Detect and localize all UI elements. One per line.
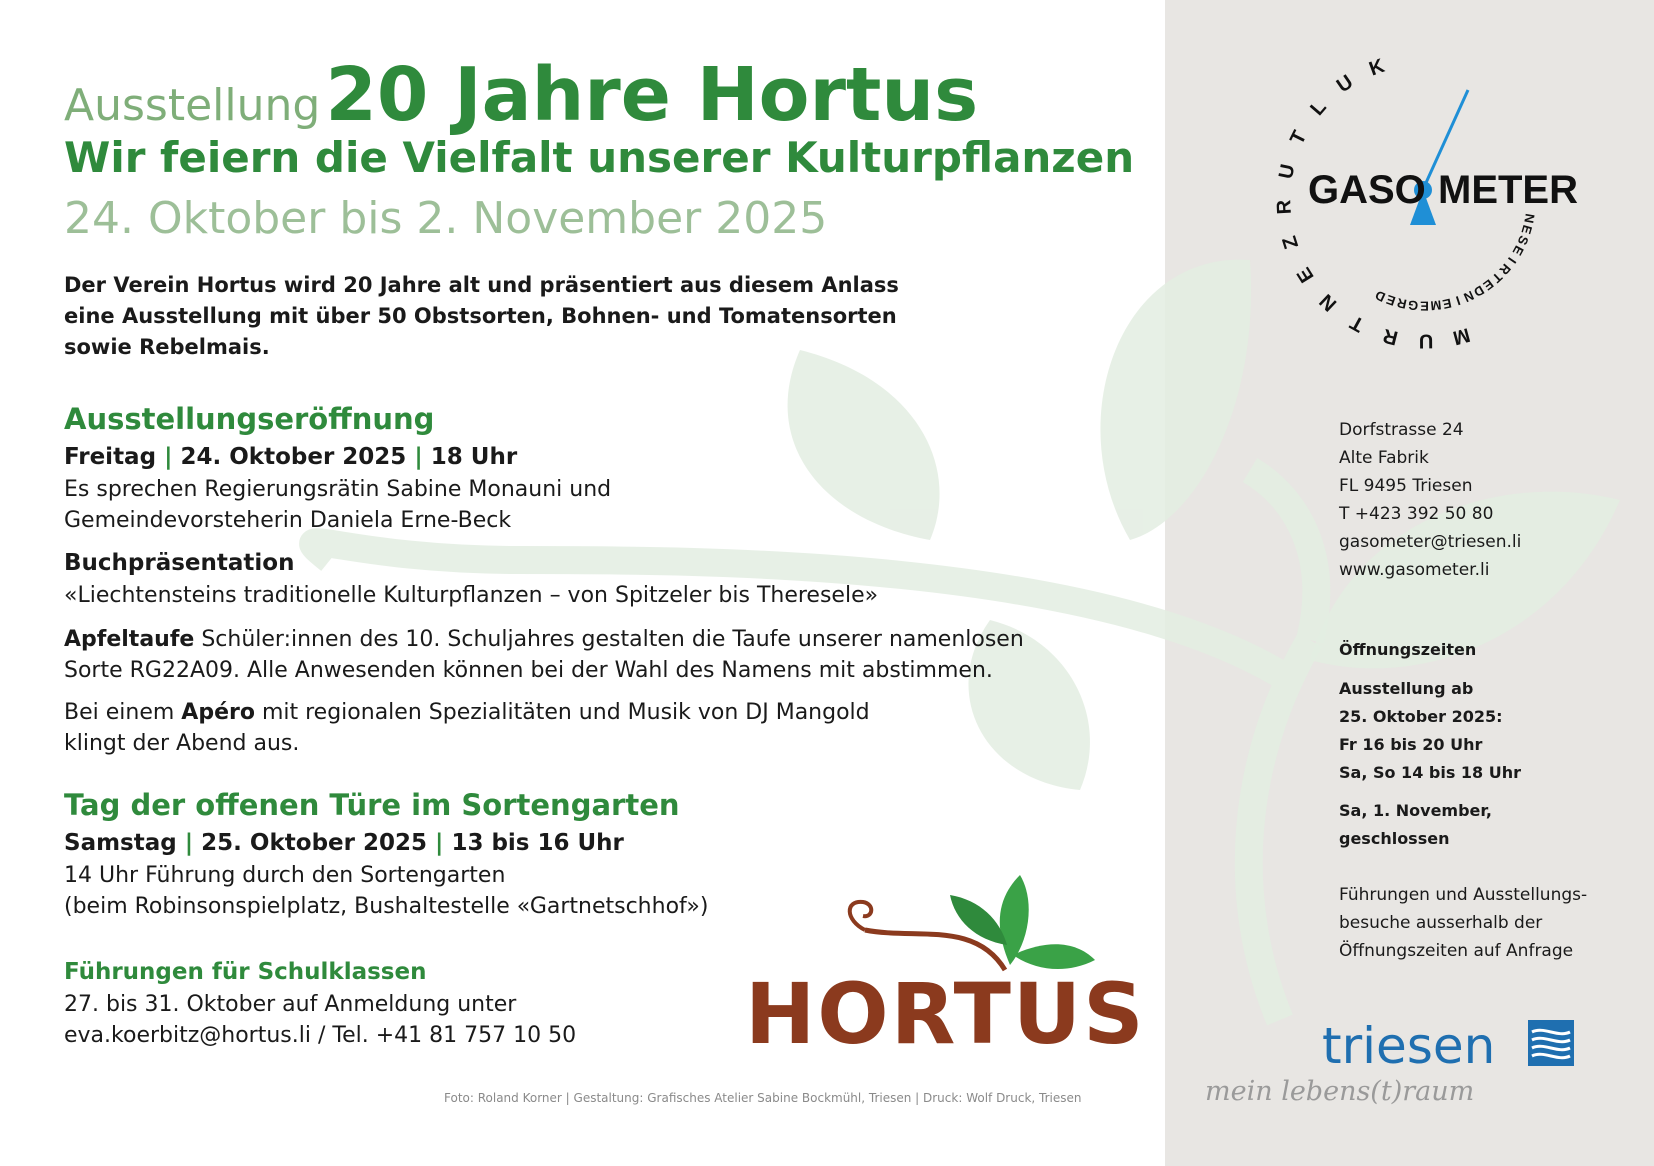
note-line: besuche ausserhalb der <box>1339 913 1543 933</box>
hours-heading: Öffnungszeiten <box>1339 640 1477 659</box>
intro-line: sowie Rebelmais. <box>64 335 270 359</box>
ring-outer-letter: N <box>1315 289 1342 316</box>
triesen-slogan: mein lebens(t)raum <box>1205 1076 1475 1107</box>
ring-inner-letter: E <box>1480 276 1497 294</box>
ring-inner-letter: E <box>1384 291 1398 309</box>
ring-inner-letter: D <box>1372 287 1388 305</box>
open-day-date: 25. Oktober 2025 <box>201 830 427 856</box>
apero-line: klingt der Abend aus. <box>64 731 300 756</box>
open-day-line: (beim Robinsonspielplatz, Bushaltestelle «Gartnetschhof») <box>64 894 709 919</box>
ring-outer-letter: E <box>1292 263 1319 287</box>
ring-inner-letter: E <box>1441 295 1453 312</box>
ring-outer-letter: U <box>1332 70 1358 98</box>
ring-inner-letter: S <box>1514 233 1532 248</box>
ring-outer-letter: L <box>1306 96 1331 120</box>
ring-outer-letter: R <box>1273 199 1296 215</box>
ring-outer-letter: K <box>1366 54 1388 81</box>
open-day-day: Samstag <box>64 830 177 856</box>
closed-line: geschlossen <box>1339 829 1450 848</box>
apple-line: Sorte RG22A09. Alle Anwesenden können bei der Wahl des Namens mit abstimmen. <box>64 658 993 683</box>
opening-datetime: Freitag | 24. Oktober 2025 | 18 Uhr <box>64 444 518 470</box>
school-heading: Führungen für Schulklassen <box>64 959 427 985</box>
address-line: Dorfstrasse 24 <box>1339 420 1464 440</box>
website-link[interactable]: www.gasometer.li <box>1339 560 1490 580</box>
ring-inner-letter: I <box>1454 293 1463 309</box>
open-day-line: 14 Uhr Führung durch den Sortengarten <box>64 863 506 888</box>
intro-line: eine Ausstellung mit über 50 Obstsorten, Bohnen- und Tomatensorten <box>64 304 897 328</box>
note-line: Öffnungszeiten auf Anfrage <box>1339 941 1574 961</box>
school-details <box>64 989 576 1051</box>
hours-line: Sa, So 14 bis 18 Uhr <box>1339 763 1522 782</box>
title-main: 20 Jahre Hortus <box>325 52 979 138</box>
opening-day: Freitag <box>64 444 157 470</box>
hours-line: 25. Oktober 2025: <box>1339 707 1503 726</box>
address-line: Alte Fabrik <box>1339 448 1429 468</box>
hortus-logo <box>745 870 1146 1063</box>
speaker-line: Es sprechen Regierungsrätin Sabine Monauni und <box>64 477 612 502</box>
address-line: T +423 392 50 80 <box>1339 504 1494 524</box>
hortus-logo-text: HORTUS <box>745 965 1146 1063</box>
address-block <box>1339 416 1521 584</box>
hours-block <box>1339 675 1521 787</box>
title-prefix: Ausstellung <box>64 80 321 131</box>
open-day-details <box>64 860 708 922</box>
page-subtitle: Wir feiern die Vielfalt unserer Kulturpflanzen <box>64 133 1135 182</box>
ring-outer-letter: U <box>1418 329 1434 352</box>
ring-outer-letter: Z <box>1278 233 1304 252</box>
ring-inner-letter: T <box>1489 269 1506 286</box>
closed-line: Sa, 1. November, <box>1339 801 1493 820</box>
ring-inner-letter: E <box>1420 298 1429 314</box>
email-link[interactable]: gasometer@triesen.li <box>1339 532 1522 552</box>
speaker-line: Gemeindevorsteherin Daniela Erne-Beck <box>64 508 512 533</box>
ring-outer-letter: R <box>1380 323 1401 349</box>
ring-inner-letter: N <box>1521 212 1538 225</box>
open-day-heading: Tag der offenen Türe im Sortengarten <box>64 788 680 822</box>
opening-heading: Ausstellungseröffnung <box>64 402 435 436</box>
note-line: Führungen und Ausstellungs- <box>1339 885 1588 905</box>
event-dates: 24. Oktober bis 2. November 2025 <box>64 193 828 244</box>
page-title <box>64 52 978 138</box>
open-day-time: 13 bis 16 Uhr <box>451 830 624 856</box>
book-title: «Liechtensteins traditionelle Kulturpflanzen – von Spitzeler bis Theresele» <box>64 583 879 608</box>
apple-label: Apfeltaufe <box>64 627 195 652</box>
apple-christening <box>64 624 1024 686</box>
intro-line: Der Verein Hortus wird 20 Jahre alt und präsentiert aus diesem Anlass <box>64 273 899 297</box>
ring-inner-letter: N <box>1461 287 1477 306</box>
intro-text <box>64 270 899 363</box>
ring-outer-letter: M <box>1450 323 1473 349</box>
apero-label: Apéro <box>181 700 255 725</box>
apple-line: Schüler:innen des 10. Schuljahres gestalten die Taufe unserer namenlosen <box>194 627 1024 652</box>
ring-inner-letter: D <box>1471 282 1487 301</box>
ring-inner-letter: E <box>1518 223 1536 236</box>
open-day-datetime: Samstag | 25. Oktober 2025 | 13 bis 16 Uhr <box>64 830 624 856</box>
school-line: 27. bis 31. Oktober auf Anmeldung unter <box>64 992 517 1017</box>
ring-inner-letter: E <box>1509 243 1527 258</box>
opening-date: 24. Oktober 2025 <box>180 444 407 470</box>
closed-note <box>1339 797 1492 853</box>
ring-inner-letter: R <box>1395 295 1408 312</box>
ring-inner-letter: G <box>1407 297 1419 314</box>
opening-speakers <box>64 474 611 536</box>
hours-line: Ausstellung ab <box>1339 679 1474 698</box>
address-line: FL 9495 Triesen <box>1339 476 1473 496</box>
triesen-logo-text: triesen <box>1322 1017 1496 1075</box>
apero-text <box>64 697 870 759</box>
gasometer-left: GASO <box>1308 168 1426 212</box>
gasometer-right: METER <box>1438 168 1578 212</box>
ring-inner-letter: I <box>1504 254 1520 267</box>
ring-outer-letter: T <box>1346 310 1369 336</box>
opening-time: 18 Uhr <box>430 444 518 470</box>
ring-inner-letter: R <box>1496 260 1514 278</box>
triesen-emblem-icon <box>1528 1020 1574 1066</box>
tour-note <box>1339 881 1587 965</box>
apero-pre: Bei einem <box>64 700 182 725</box>
hours-line: Fr 16 bis 20 Uhr <box>1339 735 1483 754</box>
apero-post: mit regionalen Spezialitäten und Musik von DJ Mangold <box>254 700 870 725</box>
book-heading: Buchpräsentation <box>64 550 295 576</box>
school-line: eva.koerbitz@hortus.li / Tel. +41 81 757 10 50 <box>64 1023 577 1048</box>
ring-outer-letter: T <box>1286 127 1312 149</box>
ring-outer-letter: U <box>1274 162 1300 181</box>
ring-inner-letter: M <box>1429 297 1443 314</box>
credits-line: Foto: Roland Korner | Gestaltung: Grafisches Atelier Sabine Bockmühl, Triesen | Druck: Wolf Druck, Triesen <box>444 1091 1082 1105</box>
gasometer-logo <box>1250 54 1580 370</box>
